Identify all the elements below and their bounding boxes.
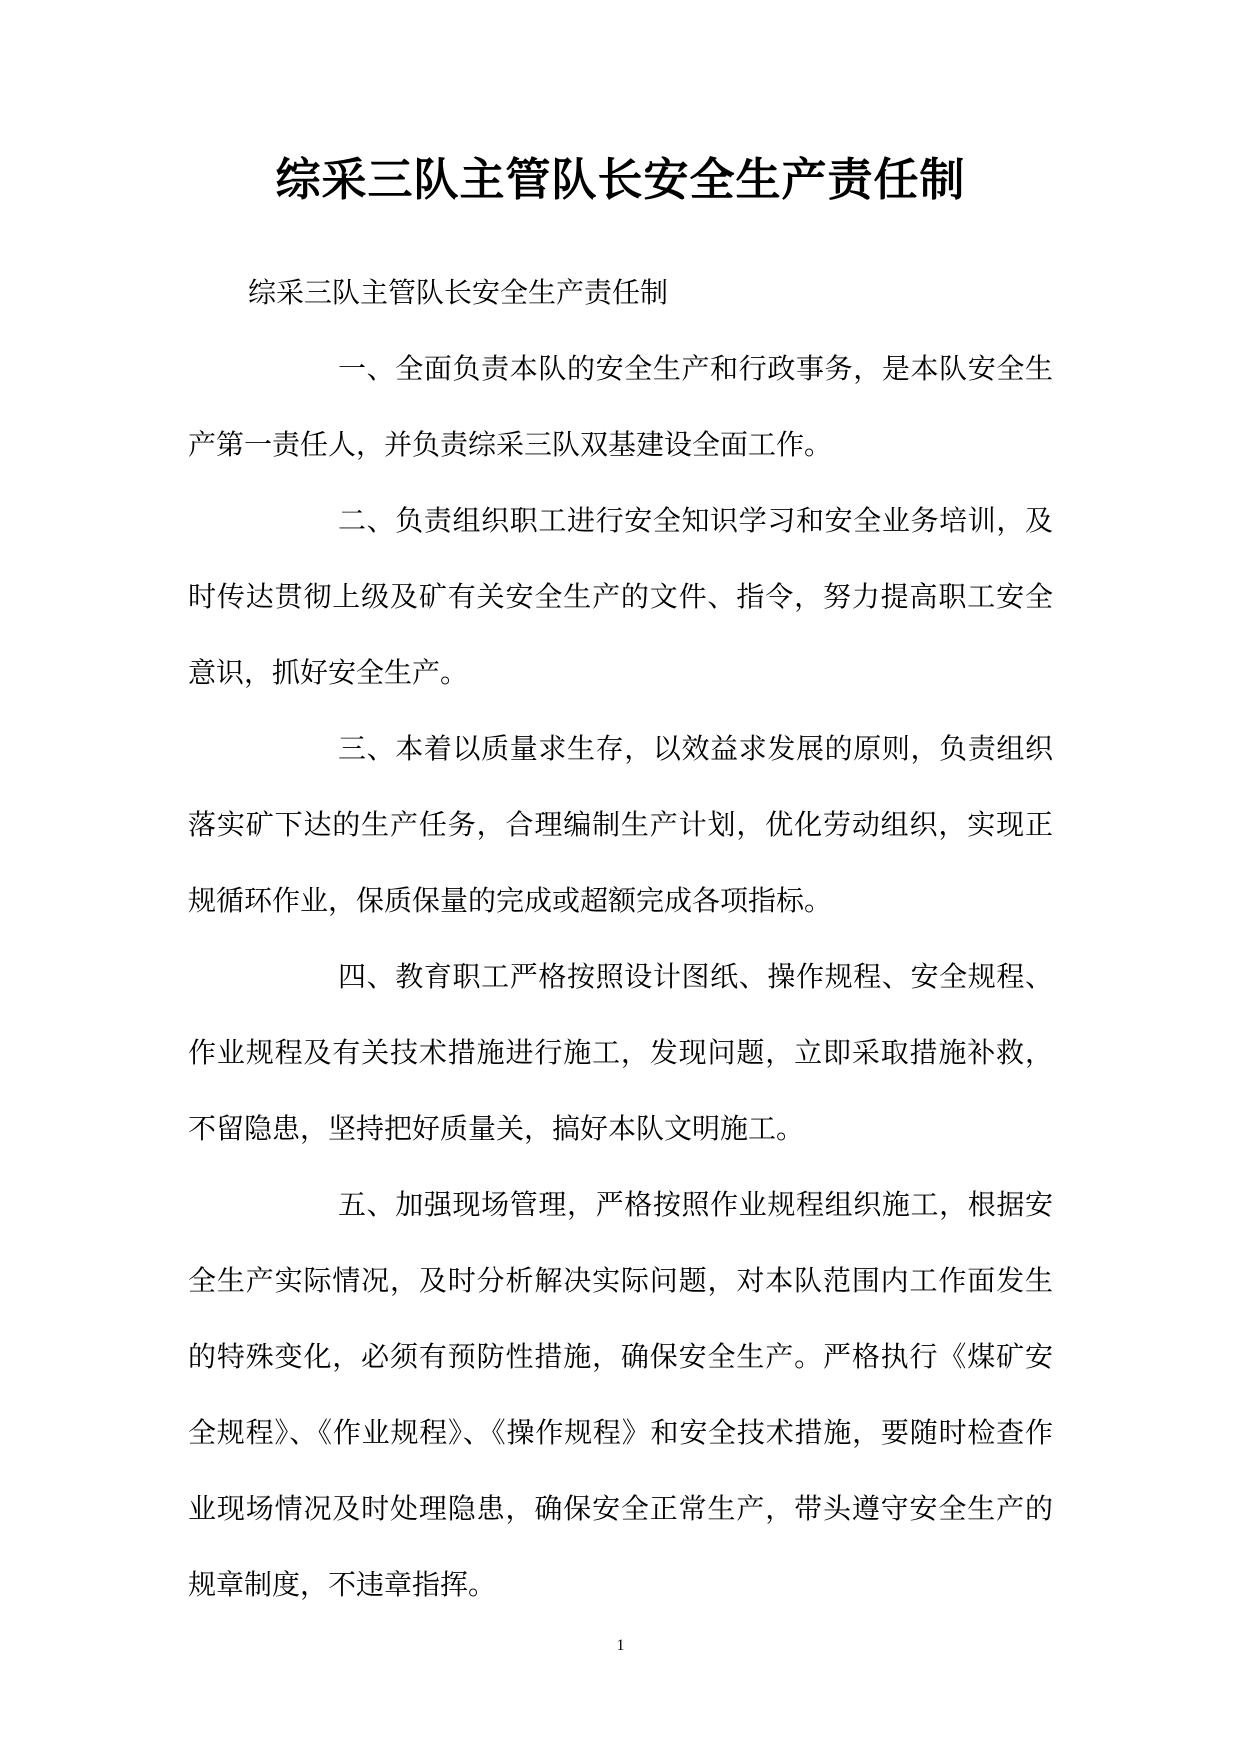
paragraph-1: 一、全面负责本队的安全生产和行政事务，是本队安全生产第一责任人，并负责综采三队双基建设全面工作。 bbox=[188, 352, 1053, 461]
paragraph-5: 五、加强现场管理，严格按照作业规程组织施工，根据安全生产实际情况，及时分析解决实际问题，对本队范围内工作面发生的特殊变化，必须有预防性措施，确保安全生产。严格执行《煤矿安全规程》、《作业规程》、《操作规程》和安全技术措施，要随时检查作业现场情况及时处理隐患，确保安全正常生产，带头遵守安全生产的规章制度，不违章指挥。 bbox=[188, 1188, 1053, 1601]
document-subtitle: 综采三队主管队长安全生产责任制 bbox=[248, 276, 669, 309]
paragraph-3: 三、本着以质量求生存，以效益求发展的原则，负责组织落实矿下达的生产任务，合理编制生产计划，优化劳动组织，实现正规循环作业，保质保量的完成或超额完成各项指标。 bbox=[188, 732, 1053, 917]
document-title: 综采三队主管队长安全生产责任制 bbox=[275, 153, 966, 206]
document-body bbox=[188, 255, 1053, 1623]
paragraph-2: 二、负责组织职工进行安全知识学习和安全业务培训，及时传达贯彻上级及矿有关安全生产的文件、指令，努力提高职工安全意识，抓好安全生产。 bbox=[188, 504, 1053, 689]
page-number: 1 bbox=[616, 1637, 625, 1654]
paragraph-4: 四、教育职工严格按照设计图纸、操作规程、安全规程、作业规程及有关技术措施进行施工，发现问题，立即采取措施补救，不留隐患，坚持把好质量关，搞好本队文明施工。 bbox=[188, 960, 1053, 1145]
